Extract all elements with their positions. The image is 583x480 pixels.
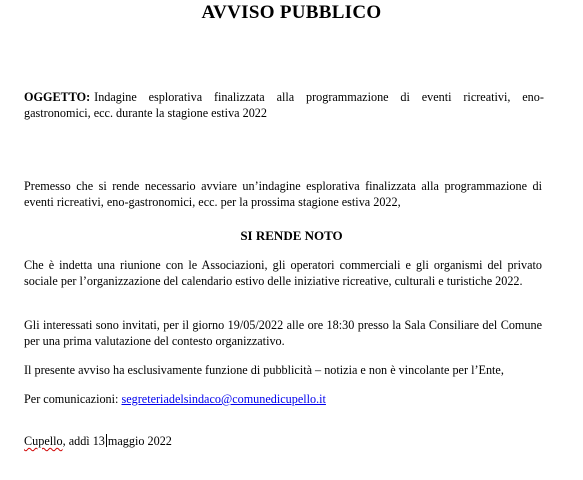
oggetto-word: finalizzata	[213, 90, 265, 104]
oggetto-word: esplorativa	[148, 90, 203, 104]
contact-label: Per comunicazioni:	[24, 392, 119, 406]
text-cursor	[106, 434, 107, 447]
oggetto-text-line-2: gastronomici, ecc. durante la stagione estiva 2022	[24, 105, 267, 120]
oggetto-word: alla	[276, 90, 295, 104]
invito-paragraph: Gli interessati sono invitati, per il giorno 19/05/2022 alle ore 18:30 presso la Sala Consiliare del Comune per una prima valutazione del contesto organizzativo.	[24, 318, 542, 348]
document-title: AVVISO PUBBLICO	[201, 2, 382, 23]
signature-line	[24, 434, 542, 450]
oggetto-word: eno-	[522, 90, 544, 104]
oggetto-label: OGGETTO:	[24, 90, 91, 104]
oggetto-block	[24, 90, 544, 121]
oggetto-text-line-1	[94, 90, 544, 106]
riunione-paragraph: Che è indetta una riunione con le Associazioni, gli operatori commerciali e gli organismi del privato sociale per l’organizzazione del calendario estivo delle iniziative ricreative, culturali e turistiche 2022.	[24, 258, 542, 288]
si-rende-noto-heading: SI RENDE NOTO	[240, 228, 343, 243]
oggetto-word: programmazione	[306, 90, 389, 104]
oggetto-word: eventi	[421, 90, 452, 104]
date-prefix: , addì 13	[62, 434, 105, 448]
oggetto-line-1	[24, 90, 544, 106]
email-link[interactable]: segreteriadelsindaco@comunedicupello.it	[121, 392, 326, 406]
contact-line	[24, 392, 542, 408]
avviso-paragraph: Il presente avviso ha esclusivamente funzione di pubblicità – notizia e non è vincolante per l’Ente,	[24, 363, 504, 377]
oggetto-word: Indagine	[94, 90, 137, 104]
oggetto-word: di	[400, 90, 410, 104]
date-suffix: maggio 2022	[107, 434, 172, 448]
place-name: Cupello	[24, 434, 63, 448]
oggetto-word: ricreativi,	[463, 90, 511, 104]
premesso-paragraph: Premesso che si rende necessario avviare un’indagine esplorativa finalizzata alla programmazione di eventi ricreativi, eno-gastronomici, ecc. per la prossima stagione estiva 2022,	[24, 179, 542, 209]
